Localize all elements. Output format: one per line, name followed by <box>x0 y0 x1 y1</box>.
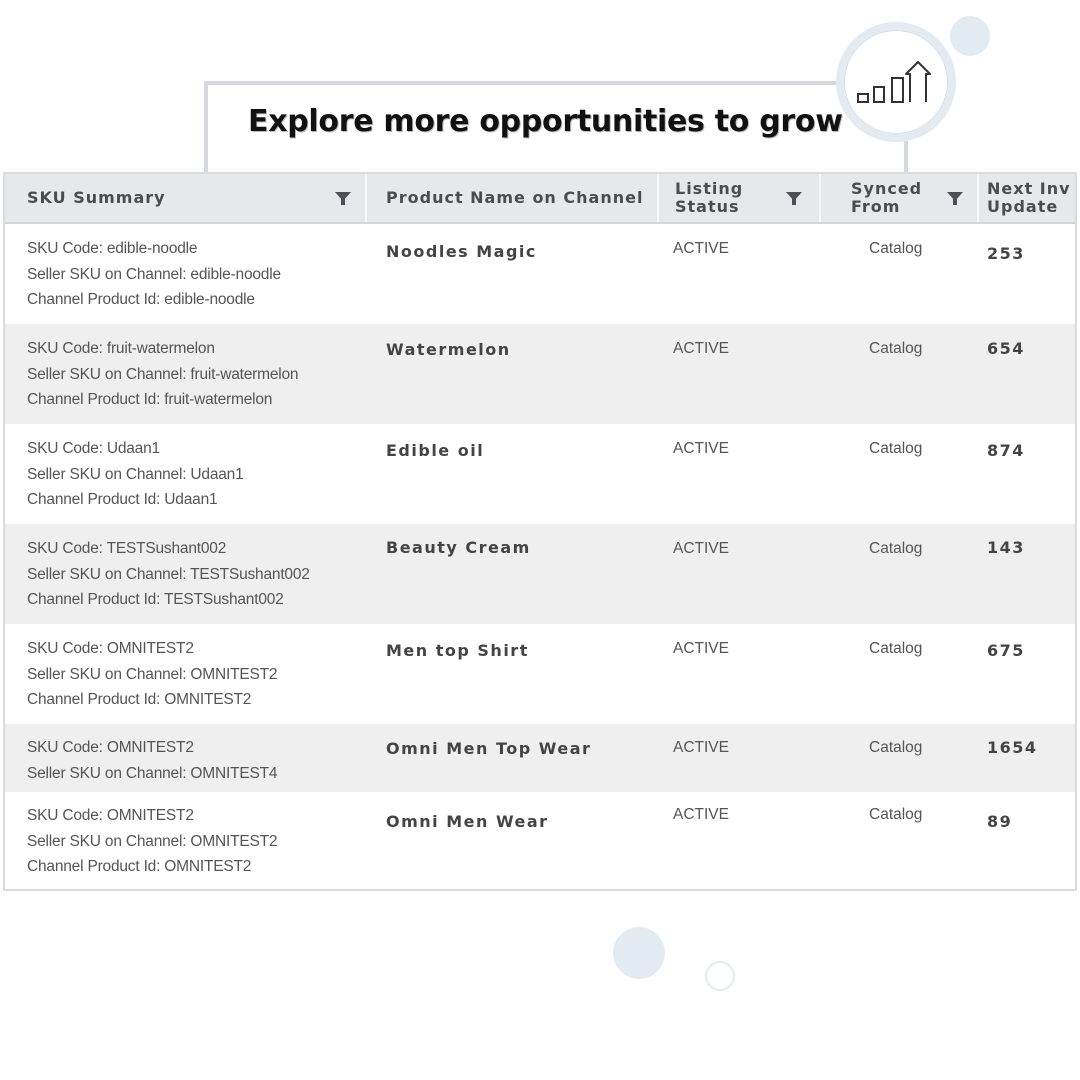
header-sku-summary[interactable]: SKU Summary <box>27 188 166 207</box>
synced-from-cell: Catalog <box>869 440 923 457</box>
product-name-cell: Omni Men Top Wear <box>386 739 592 758</box>
table-row[interactable] <box>5 324 1075 424</box>
product-name-cell: Beauty Cream <box>386 538 531 557</box>
callout-frame-top <box>204 81 844 85</box>
table-row[interactable] <box>5 424 1075 524</box>
status-cell: ACTIVE <box>673 640 729 657</box>
inventory-cell: 654 <box>987 339 1025 358</box>
status-cell: ACTIVE <box>673 340 729 357</box>
product-name-cell: Men top Shirt <box>386 641 529 660</box>
inventory-cell: 874 <box>987 441 1025 460</box>
inventory-cell: 89 <box>987 812 1013 831</box>
growth-chart-icon <box>856 60 938 110</box>
product-name-cell: Omni Men Wear <box>386 812 549 831</box>
decor-circle-top <box>950 16 990 56</box>
table-row[interactable] <box>5 724 1075 792</box>
table-row[interactable] <box>5 224 1075 324</box>
status-cell: ACTIVE <box>673 540 729 557</box>
status-cell: ACTIVE <box>673 240 729 257</box>
inventory-cell: 253 <box>987 244 1025 263</box>
header-next-inv-update[interactable]: Next Inv Update <box>987 179 1071 216</box>
synced-from-cell: Catalog <box>869 739 923 756</box>
growth-badge <box>836 22 956 142</box>
sku-summary-cell: SKU Code: OMNITEST2 Seller SKU on Channel: OMNITEST2 Channel Product Id: OMNITEST2 <box>27 807 278 875</box>
synced-from-cell: Catalog <box>869 806 923 823</box>
decor-circle-bottom <box>613 927 665 979</box>
sku-summary-cell: SKU Code: TESTSushant002 Seller SKU on Channel: TESTSushant002 Channel Product Id: TESTSushant002 <box>27 540 310 608</box>
product-name-cell: Watermelon <box>386 340 511 359</box>
header-product-name[interactable]: Product Name on Channel <box>386 188 644 207</box>
header-synced-from[interactable]: Synced From <box>851 179 923 216</box>
filter-icon[interactable] <box>786 192 802 201</box>
header-listing-status[interactable]: Listing Status <box>675 179 744 216</box>
inventory-cell: 675 <box>987 641 1025 660</box>
filter-icon[interactable] <box>947 192 963 201</box>
status-cell: ACTIVE <box>673 440 729 457</box>
status-cell: ACTIVE <box>673 806 729 823</box>
inventory-cell: 1654 <box>987 738 1038 757</box>
table-row[interactable] <box>5 524 1075 624</box>
filter-icon[interactable] <box>335 192 351 201</box>
status-cell: ACTIVE <box>673 739 729 756</box>
sku-listing-table <box>3 172 1077 891</box>
table-header <box>5 174 1075 224</box>
product-name-cell: Edible oil <box>386 441 485 460</box>
sku-summary-cell: SKU Code: OMNITEST2 Seller SKU on Channel: OMNITEST2 Channel Product Id: OMNITEST2 <box>27 640 278 708</box>
sku-summary-cell: SKU Code: Udaan1 Seller SKU on Channel: Udaan1 Channel Product Id: Udaan1 <box>27 440 244 508</box>
synced-from-cell: Catalog <box>869 540 923 557</box>
decor-ring-bottom <box>705 961 735 991</box>
synced-from-cell: Catalog <box>869 240 923 257</box>
synced-from-cell: Catalog <box>869 340 923 357</box>
sku-summary-cell: SKU Code: edible-noodle Seller SKU on Channel: edible-noodle Channel Product Id: edible-noodle <box>27 240 281 308</box>
inventory-cell: 143 <box>987 538 1025 557</box>
table-row[interactable] <box>5 624 1075 724</box>
headline: Explore more opportunities to grow <box>248 104 843 139</box>
table-row[interactable] <box>5 792 1075 889</box>
sku-summary-cell: SKU Code: OMNITEST2 Seller SKU on Channel: OMNITEST4 <box>27 739 278 782</box>
synced-from-cell: Catalog <box>869 640 923 657</box>
callout-frame-left <box>204 81 208 177</box>
product-name-cell: Noodles Magic <box>386 242 537 261</box>
sku-summary-cell: SKU Code: fruit-watermelon Seller SKU on Channel: fruit-watermelon Channel Product Id: fruit-watermelon <box>27 340 299 408</box>
